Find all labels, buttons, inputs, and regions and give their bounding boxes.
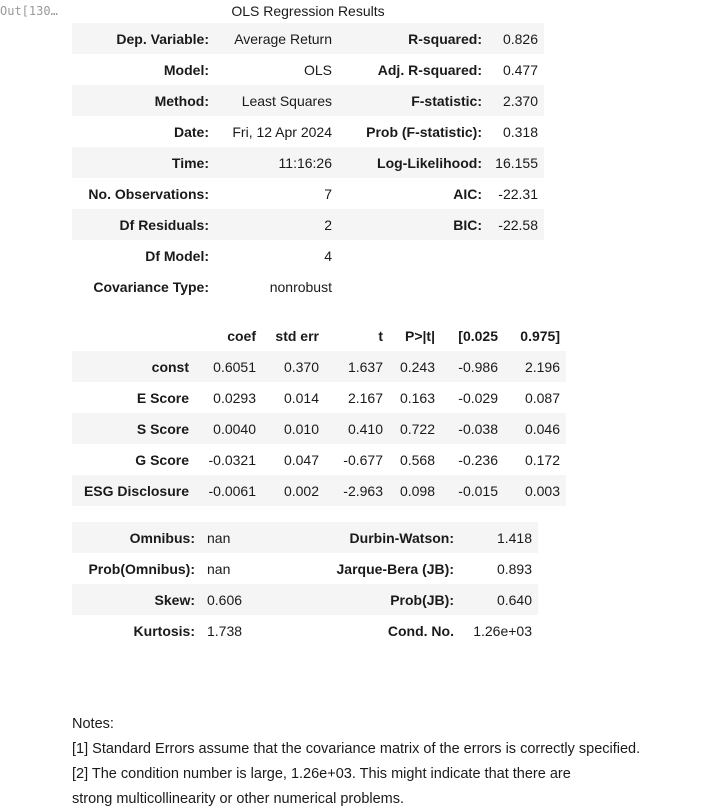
coef-column-header: std err bbox=[275, 327, 319, 344]
summary-row bbox=[72, 85, 544, 116]
summary-value: 2.370 bbox=[502, 92, 538, 109]
summary-label: Df Residuals: bbox=[119, 216, 209, 233]
output-prompt: Out[130… bbox=[0, 4, 58, 18]
summary-label: Dep. Variable: bbox=[116, 30, 209, 47]
coef-value: -0.0321 bbox=[208, 451, 256, 468]
diagnostics-label: Cond. No. bbox=[387, 622, 454, 639]
summary-label: Time: bbox=[171, 154, 209, 171]
coefficient-table bbox=[72, 320, 566, 506]
note-line: [1] Standard Errors assume that the covariance matrix of the errors is correctly specified. bbox=[72, 741, 641, 757]
summary-row bbox=[72, 240, 544, 271]
diagnostics-label: Prob(Omnibus): bbox=[88, 560, 195, 577]
summary-table bbox=[72, 23, 544, 302]
diagnostics-label: Kurtosis: bbox=[133, 622, 195, 639]
summary-value: 7 bbox=[324, 185, 332, 202]
diagnostics-label: Omnibus: bbox=[129, 529, 195, 546]
coef-value: 0.172 bbox=[524, 451, 560, 468]
coef-value: 0.002 bbox=[283, 482, 319, 499]
coef-row bbox=[72, 351, 566, 382]
summary-value: -22.31 bbox=[498, 185, 538, 202]
coef-value: -0.986 bbox=[458, 358, 498, 375]
diagnostics-row bbox=[72, 553, 538, 584]
coef-value: 0.087 bbox=[524, 389, 560, 406]
summary-label bbox=[338, 240, 488, 271]
coef-row bbox=[72, 382, 566, 413]
diagnostics-row bbox=[72, 615, 538, 646]
coef-row bbox=[72, 444, 566, 475]
coef-value: 0.370 bbox=[283, 358, 319, 375]
diagnostics-label: Durbin-Watson: bbox=[349, 529, 454, 546]
coef-value: 0.0040 bbox=[213, 420, 256, 437]
coef-value: 1.637 bbox=[347, 358, 383, 375]
summary-value: nonrobust bbox=[269, 278, 332, 295]
coef-value: -0.236 bbox=[458, 451, 498, 468]
diagnostics-value: nan bbox=[207, 529, 231, 546]
coef-value: 2.167 bbox=[347, 389, 383, 406]
diagnostics-label: Skew: bbox=[154, 591, 195, 608]
diagnostics-label: Jarque-Bera (JB): bbox=[336, 560, 454, 577]
coef-value: 0.046 bbox=[524, 420, 560, 437]
summary-value bbox=[488, 240, 544, 271]
coef-value: 0.003 bbox=[524, 482, 560, 499]
diagnostics-value: 0.893 bbox=[496, 560, 532, 577]
summary-label: Covariance Type: bbox=[93, 278, 209, 295]
coef-variable-name: ESG Disclosure bbox=[83, 482, 189, 499]
summary-label: AIC: bbox=[453, 185, 482, 202]
summary-label: Date: bbox=[173, 123, 209, 140]
summary-label: R-squared: bbox=[408, 30, 482, 47]
summary-value: Fri, 12 Apr 2024 bbox=[232, 123, 332, 140]
summary-row bbox=[72, 54, 544, 85]
coef-column-header: t bbox=[378, 327, 383, 344]
coef-value: -0.015 bbox=[458, 482, 498, 499]
notes-heading: Notes: bbox=[72, 716, 114, 732]
coef-value: 0.243 bbox=[399, 358, 435, 375]
summary-row bbox=[72, 178, 544, 209]
summary-label: Method: bbox=[154, 92, 209, 109]
coef-value: 0.098 bbox=[399, 482, 435, 499]
summary-row bbox=[72, 271, 544, 302]
coef-value: 0.722 bbox=[399, 420, 435, 437]
summary-value: -22.58 bbox=[498, 216, 538, 233]
diagnostics-value: 1.738 bbox=[207, 622, 243, 639]
summary-value: 0.477 bbox=[502, 61, 538, 78]
coef-variable-name: G Score bbox=[135, 451, 189, 468]
coef-column-header: 0.975] bbox=[520, 327, 560, 344]
summary-row bbox=[72, 23, 544, 54]
coef-value: -0.038 bbox=[458, 420, 498, 437]
coef-value: -0.0061 bbox=[208, 482, 256, 499]
coef-value: -0.029 bbox=[458, 389, 498, 406]
summary-label: BIC: bbox=[453, 216, 482, 233]
coef-row bbox=[72, 413, 566, 444]
coef-value: 0.163 bbox=[399, 389, 435, 406]
summary-value: 2 bbox=[324, 216, 332, 233]
summary-value: 0.826 bbox=[502, 30, 538, 47]
diagnostics-value: 1.26e+03 bbox=[473, 622, 532, 639]
coef-value: 0.010 bbox=[283, 420, 319, 437]
coef-value: 0.410 bbox=[347, 420, 383, 437]
summary-value: Least Squares bbox=[241, 92, 332, 109]
coef-column-header: [0.025 bbox=[458, 327, 498, 344]
summary-label: Adj. R-squared: bbox=[377, 61, 482, 78]
coef-value: 0.6051 bbox=[213, 358, 256, 375]
summary-value: 0.318 bbox=[502, 123, 538, 140]
coef-header-row bbox=[72, 320, 566, 351]
summary-label: Model: bbox=[163, 61, 209, 78]
summary-label: F-statistic: bbox=[411, 92, 482, 109]
diagnostics-value: 0.606 bbox=[207, 591, 243, 608]
summary-label: Log-Likelihood: bbox=[377, 154, 482, 171]
summary-value: 16.155 bbox=[495, 154, 538, 171]
summary-label: Df Model: bbox=[145, 247, 209, 264]
coef-row bbox=[72, 475, 566, 506]
diagnostics-row bbox=[72, 584, 538, 615]
coef-column-header bbox=[72, 320, 195, 351]
notes-section bbox=[72, 712, 720, 812]
summary-value bbox=[488, 271, 544, 302]
coef-variable-name: const bbox=[151, 358, 189, 375]
coef-value: 0.0293 bbox=[213, 389, 256, 406]
coef-column-header: P>|t| bbox=[404, 327, 435, 344]
coef-variable-name: E Score bbox=[136, 389, 189, 406]
summary-label: Prob (F-statistic): bbox=[366, 123, 482, 140]
coef-value: 0.568 bbox=[399, 451, 435, 468]
coef-value: -2.963 bbox=[343, 482, 383, 499]
table-caption: OLS Regression Results bbox=[231, 3, 385, 19]
note-line: strong multicollinearity or other numerical problems. bbox=[72, 791, 405, 807]
coef-column-header: coef bbox=[227, 327, 256, 344]
summary-label bbox=[338, 271, 488, 302]
summary-value: Average Return bbox=[234, 30, 332, 47]
coef-value: 0.014 bbox=[283, 389, 319, 406]
diagnostics-value: nan bbox=[207, 560, 231, 577]
summary-label: No. Observations: bbox=[88, 185, 209, 202]
diagnostics-value: 0.640 bbox=[496, 591, 532, 608]
coef-value: -0.677 bbox=[343, 451, 383, 468]
summary-row bbox=[72, 147, 544, 178]
coef-value: 0.047 bbox=[283, 451, 319, 468]
summary-row bbox=[72, 209, 544, 240]
diagnostics-value: 1.418 bbox=[496, 529, 532, 546]
summary-value: 4 bbox=[324, 247, 332, 264]
diagnostics-row bbox=[72, 522, 538, 553]
coef-variable-name: S Score bbox=[136, 420, 189, 437]
note-line: [2] The condition number is large, 1.26e+03. This might indicate that there are bbox=[72, 766, 571, 782]
diagnostics-table bbox=[72, 522, 538, 646]
coef-value: 2.196 bbox=[524, 358, 560, 375]
diagnostics-label: Prob(JB): bbox=[390, 591, 454, 608]
summary-value: OLS bbox=[303, 61, 332, 78]
summary-value: 11:16:26 bbox=[278, 154, 332, 171]
summary-row bbox=[72, 116, 544, 147]
